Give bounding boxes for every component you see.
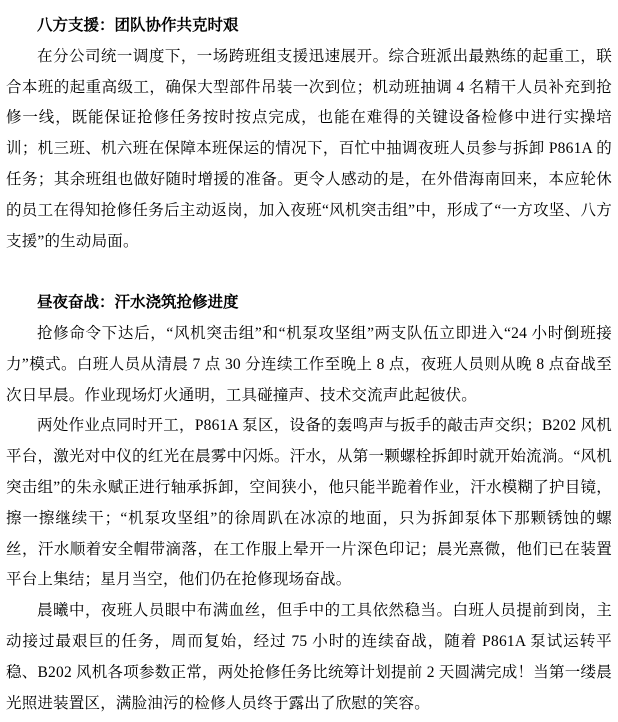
section-heading-battle: 昼夜奋战：汗水浇筑抢修进度	[37, 294, 239, 312]
paragraph-battle-2: 两处作业点同时开工，P861A 泵区，设备的轰鸣声与扳手的敲击声交织；B202 风机平台，激光对中仪的红光在晨雾中闪烁。汗水，从第一颗螺栓拆卸时就开始流淌。“风机突击组”的朱永赋正进行轴承拆卸，空间狭小，他只能半跪着作业，汗水模糊了护目镜，擦一擦继续干；“机泵攻坚组”的徐周趴在冰凉的地面，只为拆卸泵体下那颗锈蚀的螺丝，汗水顺着安全帽带滴落，在工作服上晕开一片深色印记；晨光熹微，他们已在装置平台上集结；星月当空，他们仍在抢修现场奋战。	[6, 417, 612, 589]
paragraph-battle-1: 抢修命令下达后，“风机突击组”和“机泵攻坚组”两支队伍立即进入“24 小时倒班接力”模式。白班人员从清晨 7 点 30 分连续工作至晚上 8 点，夜班人员则从晚 8 点奋战至次日早晨。作业现场灯火通明，工具碰撞声、技术交流声此起彼伏。	[6, 324, 612, 404]
paragraph-support-1: 在分公司统一调度下，一场跨班组支援迅速展开。综合班派出最熟练的起重工，联合本班的起重高级工，确保大型部件吊装一次到位；机动班抽调 4 名精干人员补充到抢修一线，既能保证抢修任务按时按点完成，也能在难得的关键设备检修中进行实操培训；机三班、机六班在保障本班保运的情况下，百忙中抽调夜班人员参与拆卸 P861A 的任务；其余班组也做好随时增援的准备。更令人感动的是，在外借海南回来，本应轮休的员工在得知抢修任务后主动返岗，加入夜班“风机突击组”中，形成了“一方攻坚、八方支援”的生动局面。	[6, 47, 612, 250]
paragraph-battle-3: 晨曦中，夜班人员眼中布满血丝，但手中的工具依然稳当。白班人员提前到岗，主动接过最艰巨的任务，周而复始，经过 75 小时的连续奋战，随着 P861A 泵试运转平稳、B202 风机各项参数正常，两处抢修任务比统筹计划提前 2 天圆满完成！当第一缕晨光照进装置区，满脸油污的检修人员终于露出了欣慰的笑容。	[6, 602, 612, 712]
section-support	[6, 11, 612, 257]
section-battle	[6, 288, 612, 719]
section-heading-support: 八方支援：团队协作共克时艰	[37, 17, 239, 34]
